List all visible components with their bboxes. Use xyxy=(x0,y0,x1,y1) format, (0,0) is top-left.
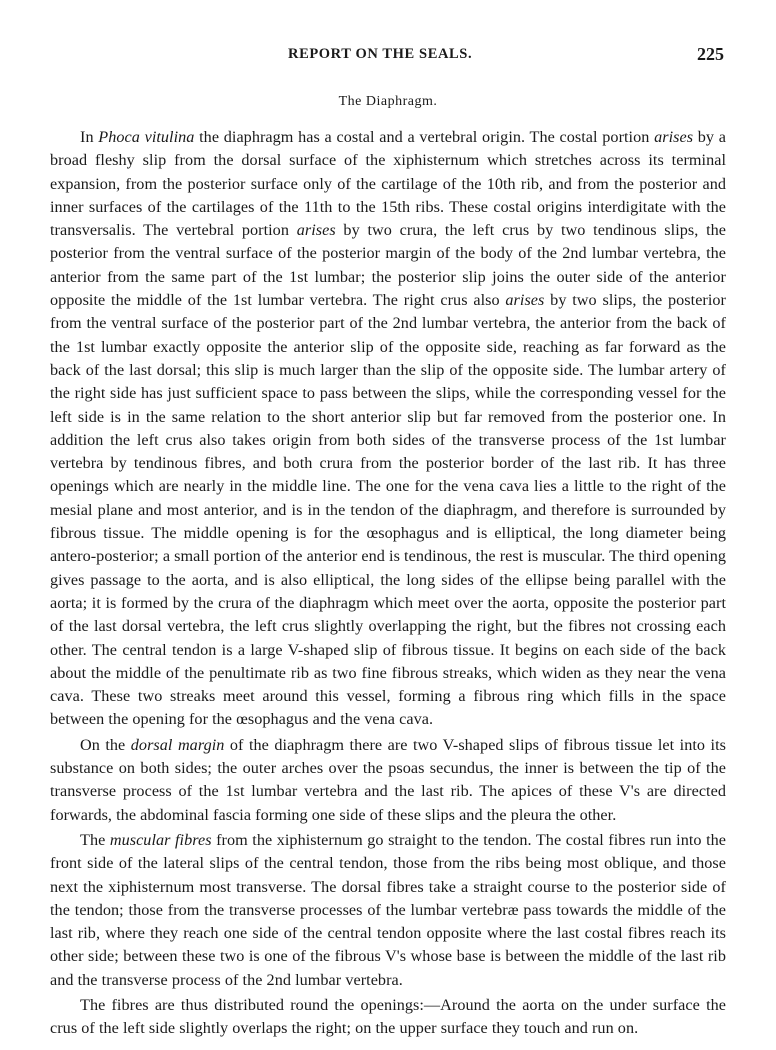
body-text xyxy=(50,126,726,1041)
text-run: from the xiphisternum go straight to the tendon. The costal fibres run into the front side of the lateral slips of the central tendon, those from the ribs being most oblique, and those next the xiphisternum most transverse. The dorsal fibres take a straight course to the posterior side of the tendon; those from the transverse processes of the lumbar vertebræ pass towards the middle of the last rib, where they reach one side of the central tendon opposite where the last costal fibres reach its other side; between these two is one of the fibrous V's whose base is between the middle of the last rib and the transverse process of the 2nd lumbar vertebra. xyxy=(50,830,727,989)
italic-term: arises xyxy=(505,291,545,310)
paragraph xyxy=(50,994,726,1041)
text-run: On the xyxy=(80,735,131,754)
text-run: The fibres are thus distributed round the openings:—Around the aorta on the under surface the crus of the left side slightly overlaps the right; on the upper surface they touch and run on. xyxy=(50,995,726,1038)
text-run: In xyxy=(80,128,99,146)
italic-term: arises xyxy=(654,128,694,146)
section-heading: The Diaphragm. xyxy=(338,94,438,109)
text-run: by two crura, the left crus by two tendinous slips, the posterior from the ventral surface of the posterior margin of the body of the 2nd lumbar vertebra, the anterior from the same part of the 1st lumbar; the posterior slip joins the outer side of the anterior opposite the middle of the 1st lumbar vertebra. The right crus also xyxy=(50,221,726,310)
text-run: of the diaphragm there are two V-shaped slips of fibrous tissue let into its substance on both sides; the outer arches over the psoas secundus, the inner is between the tip of the transverse process of the 1st lumbar vertebra and the last rib. The apices of these V's are directed forwards, the abdominal fascia forming one side of these slips and the pleura the other. xyxy=(50,735,726,824)
italic-term: muscular fibres xyxy=(109,830,212,849)
page-number: 225 xyxy=(697,44,724,64)
italic-term: Phoca vitulina xyxy=(98,128,195,146)
italic-term: arises xyxy=(296,221,336,240)
paragraph xyxy=(50,734,726,827)
italic-term: dorsal margin xyxy=(130,735,225,754)
text-run: The xyxy=(80,830,110,849)
text-run: by a broad fleshy slip from the dorsal surface of the xiphisternum which stretches across its terminal expansion, from the posterior surface only of the cartilage of the 10th rib, and from the posterior and inner surfaces of the cartilages of the 11th to the 15th ribs. These costal origins interdigitate with the transversalis. The vertebral portion xyxy=(50,128,726,240)
text-run: by two slips, the posterior from the ventral surface of the posterior part of the 2nd lumbar vertebra, the anterior from the back of the 1st lumbar exactly opposite the anterior slip of the opposite side, reaching as far forward as the back of the last dorsal; this slip is much larger than the slip of the opposite side. The lumbar artery of the right side has just sufficient space to pass between the slips, while the corresponding vessel for the left side is in the same relation to the short anterior slip but far removed from the posterior one. In addition the left crus also takes origin from both sides of the transverse process of the 1st lumbar vertebra by tendinous fibres, and both crura from the posterior border of the last rib. It has three openings which are nearly in the middle line. The one for the vena cava lies a little to the right of the mesial plane and most anterior, and is in the tendon of the diaphragm, and therefore is surrounded by fibrous tissue. The middle opening is for the œsophagus and is elliptical, the long diameter being antero-posterior; a small portion of the anterior end is tendinous, the rest is muscular. The third opening gives passage to the aorta, and is also elliptical, the long sides of the ellipse being parallel with the aorta; it is formed by the crura of the diaphragm which meet over the aorta, opposite the posterior part of the last dorsal vertebra, the left crus slightly overlapping the right, but the fibres not crossing each other. The central tendon is a large V-shaped slip of fibrous tissue. It begins on each side of the back about the middle of the penultimate rib as two fine fibrous streaks, which widen as they near the vena cava. These two streaks meet around this vessel, forming a fibrous ring which fills in the space between the opening for the œsophagus and the vena cava. xyxy=(50,291,726,729)
running-head xyxy=(0,46,776,70)
paragraph xyxy=(50,829,726,992)
running-title: REPORT ON THE SEALS. xyxy=(288,46,473,62)
paragraph xyxy=(50,126,726,732)
text-run: the diaphragm has a costal and a vertebral origin. The costal portion xyxy=(194,128,655,146)
